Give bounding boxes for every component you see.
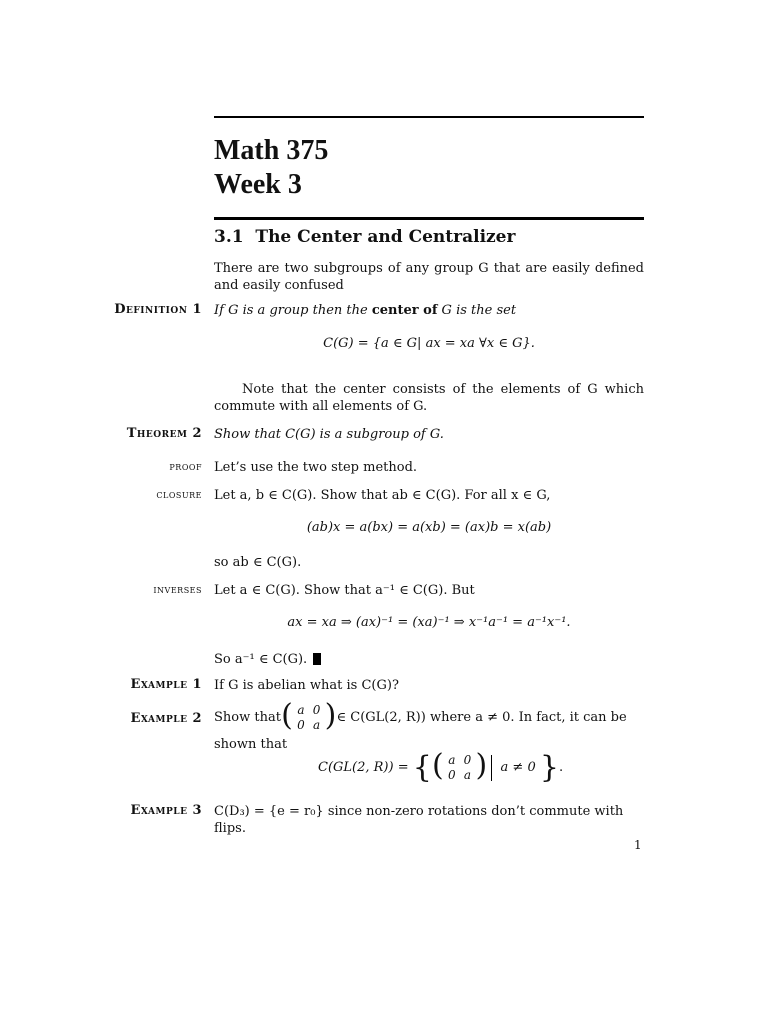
matrix-cell: a (297, 702, 305, 717)
closure-formula: (ab)x = a(bx) = a(xb) = (ax)b = x(ab) (306, 520, 552, 535)
title-rule (214, 217, 644, 220)
right-brace: } (539, 750, 559, 785)
example2-middle-text: ∈ C(GL(2, R)) where a ≠ 0. In fact, it can be (336, 710, 627, 725)
page-number: 1 (634, 838, 642, 852)
closure-text: Let a, b ∈ C(G). Show that ab ∈ C(G). For all x ∈ G, (214, 488, 551, 503)
definition-text-before: If G is a group then the (214, 303, 372, 318)
definition-text (214, 302, 644, 319)
matrix-cell: 0 (297, 717, 305, 732)
matrix-cell: a (463, 767, 472, 782)
closure-label: closure (156, 488, 202, 501)
set-builder-bar (491, 755, 492, 781)
inverses-formula: ax = xa ⇒ (ax)⁻¹ = (xa)⁻¹ ⇒ x⁻¹a⁻¹ = a⁻¹x⁻¹. (287, 615, 571, 630)
example2-matrix (281, 697, 337, 733)
inverses-text: Let a ∈ C(G). Show that a⁻¹ ∈ C(G). But (214, 583, 475, 598)
example2-show-that: Show that (214, 710, 281, 725)
definition-label: Definition 1 (114, 302, 202, 317)
closure-conclusion: so ab ∈ C(G). (214, 555, 302, 570)
page-title-line1: Math 375 (214, 135, 329, 166)
example1-label: Example 1 (130, 677, 202, 692)
section-heading: 3.1 The Center and Centralizer (214, 227, 516, 247)
theorem-text: Show that C(G) is a subgroup of G. (214, 427, 444, 442)
matrix-cell: 0 (463, 752, 472, 767)
matrix-cell: a (448, 752, 456, 767)
matrix-table (293, 703, 324, 733)
matrix-right-paren: ) (324, 697, 337, 733)
definition-formula: C(G) = {a ∈ G| ax = xa ∀x ∈ G}. (323, 336, 535, 351)
inverses-conclusion-text: So a⁻¹ ∈ C(G). (214, 652, 308, 667)
left-brace: { (412, 750, 432, 785)
example2-set-matrix (431, 747, 488, 783)
page-title-line2: Week 3 (214, 169, 302, 200)
set-matrix-table (444, 753, 475, 783)
qed-box (313, 653, 321, 665)
proof-label: proof (169, 460, 202, 473)
definition-bold-term: center of (371, 303, 438, 318)
example2-line2: shown that (214, 737, 288, 752)
example3-text: C(D₃) = {e = r₀} since non-zero rotations don’t commute with flips. (214, 804, 624, 836)
matrix-cell: 0 (447, 767, 456, 782)
example2-condition: a ≠ 0 (500, 760, 536, 775)
example2-formula-end: . (558, 760, 564, 775)
proof-text: Let’s use the two step method. (214, 460, 418, 475)
section-intro: There are two subgroups of any group G that are easily defined and easily confused (214, 261, 644, 293)
set-matrix-right-paren: ) (475, 747, 488, 783)
theorem-label: Theorem 2 (126, 426, 202, 441)
note-paragraph: Note that the center consists of the elements of G which commute with all elements of G. (214, 382, 644, 414)
example2-formula-left: C(GL(2, R)) = (318, 760, 409, 775)
inverses-conclusion (214, 651, 644, 668)
example2-line1 (214, 697, 644, 736)
matrix-cell: a (312, 717, 321, 732)
inverses-label: inverses (153, 583, 202, 596)
matrix-left-paren: ( (281, 697, 293, 733)
example1-text: If G is abelian what is C(G)? (214, 678, 399, 693)
example3-label: Example 3 (130, 803, 202, 818)
example2-formula (318, 747, 564, 785)
definition-text-after: G is the set (437, 303, 517, 318)
top-rule (214, 116, 644, 118)
example2-label: Example 2 (130, 711, 202, 726)
set-matrix-left-paren: ( (431, 747, 444, 783)
matrix-cell: 0 (312, 702, 321, 717)
